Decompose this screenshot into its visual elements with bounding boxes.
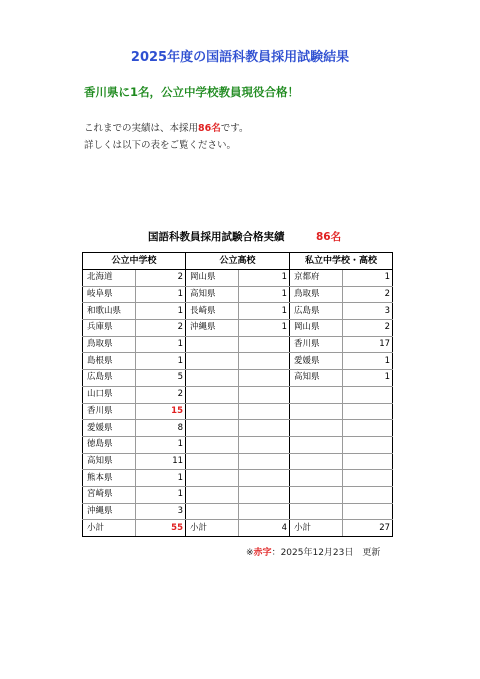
prefecture-name: 高知県 — [186, 286, 239, 303]
prefecture-name — [290, 420, 343, 437]
intro-line-1 — [84, 120, 249, 134]
pass-count — [343, 453, 393, 470]
pass-count: 17 — [343, 336, 393, 353]
prefecture-name — [290, 486, 343, 503]
prefecture-name: 岐阜県 — [83, 286, 136, 303]
pass-count — [239, 470, 290, 487]
pass-count — [239, 453, 290, 470]
pass-count: 1 — [136, 336, 186, 353]
table-row — [83, 436, 393, 453]
prefecture-name: 熊本県 — [83, 470, 136, 487]
pass-count — [343, 486, 393, 503]
pass-count — [239, 420, 290, 437]
pass-count: 8 — [136, 420, 186, 437]
pass-count: 1 — [136, 353, 186, 370]
table-row — [83, 320, 393, 337]
pass-count: 1 — [136, 486, 186, 503]
pass-count: 2 — [136, 270, 186, 287]
intro-highlight-count: 86名 — [198, 123, 221, 134]
prefecture-name: 北海道 — [83, 270, 136, 287]
pass-count — [343, 436, 393, 453]
pass-count: 5 — [136, 370, 186, 387]
prefecture-name — [186, 353, 239, 370]
table-header-row — [83, 253, 393, 270]
pass-count: 2 — [136, 386, 186, 403]
column-header-public-junior-high: 公立中学校 — [83, 253, 186, 270]
subtotal-value: 4 — [239, 520, 290, 537]
prefecture-name — [186, 503, 239, 520]
table-row — [83, 420, 393, 437]
intro-line-2: 詳しくは以下の表をご覧ください。 — [84, 140, 237, 151]
footnote-mark: ※ — [246, 548, 254, 558]
table-row — [83, 503, 393, 520]
prefecture-name: 鳥取県 — [83, 336, 136, 353]
intro-text-end: です。 — [220, 123, 249, 134]
pass-count: 1 — [136, 303, 186, 320]
prefecture-name: 岡山県 — [290, 320, 343, 337]
subtotal-value: 27 — [343, 520, 393, 537]
page-title: 2025年度の国語科教員採用試験結果 — [130, 50, 350, 65]
pass-count: 1 — [136, 470, 186, 487]
table-row — [83, 403, 393, 420]
pass-count — [239, 336, 290, 353]
prefecture-name — [290, 453, 343, 470]
pass-count: 15 — [136, 403, 186, 420]
pass-count: 3 — [136, 503, 186, 520]
footnote — [246, 545, 380, 558]
prefecture-name: 和歌山県 — [83, 303, 136, 320]
table-row — [83, 353, 393, 370]
pass-count: 2 — [343, 320, 393, 337]
pass-count: 1 — [136, 286, 186, 303]
table-row — [83, 470, 393, 487]
prefecture-name: 山口県 — [83, 386, 136, 403]
prefecture-name: 京都府 — [290, 270, 343, 287]
pass-count — [343, 470, 393, 487]
results-table — [82, 252, 393, 537]
pass-count: 1 — [239, 303, 290, 320]
pass-count — [239, 403, 290, 420]
column-header-private: 私立中学校・高校 — [290, 253, 393, 270]
prefecture-name — [186, 453, 239, 470]
prefecture-name — [186, 420, 239, 437]
prefecture-name: 兵庫県 — [83, 320, 136, 337]
prefecture-name — [186, 336, 239, 353]
table-row — [83, 270, 393, 287]
prefecture-name: 香川県 — [290, 336, 343, 353]
pass-count — [343, 503, 393, 520]
pass-count: 1 — [343, 353, 393, 370]
subtotal-label: 小計 — [186, 520, 239, 537]
pass-count: 2 — [136, 320, 186, 337]
prefecture-name: 高知県 — [83, 453, 136, 470]
pass-count — [343, 386, 393, 403]
table-row — [83, 386, 393, 403]
pass-count: 1 — [239, 320, 290, 337]
prefecture-name — [186, 436, 239, 453]
table-total: 86名 — [316, 231, 342, 243]
prefecture-name — [290, 403, 343, 420]
prefecture-name: 鳥取県 — [290, 286, 343, 303]
pass-count — [239, 503, 290, 520]
pass-count: 1 — [239, 270, 290, 287]
prefecture-name — [290, 470, 343, 487]
subtotal-label: 小計 — [83, 520, 136, 537]
pass-count — [239, 353, 290, 370]
intro-text: これまでの実績は、本採用 — [84, 123, 199, 134]
prefecture-name: 沖縄県 — [186, 320, 239, 337]
prefecture-name — [186, 370, 239, 387]
pass-count — [343, 420, 393, 437]
pass-count: 11 — [136, 453, 186, 470]
prefecture-name: 徳島県 — [83, 436, 136, 453]
prefecture-name: 愛媛県 — [290, 353, 343, 370]
prefecture-name: 高知県 — [290, 370, 343, 387]
prefecture-name — [186, 403, 239, 420]
prefecture-name — [186, 486, 239, 503]
prefecture-name: 沖縄県 — [83, 503, 136, 520]
table-row — [83, 336, 393, 353]
prefecture-name: 広島県 — [83, 370, 136, 387]
pass-count: 1 — [239, 286, 290, 303]
pass-count: 1 — [343, 270, 393, 287]
prefecture-name: 島根県 — [83, 353, 136, 370]
prefecture-name — [290, 436, 343, 453]
prefecture-name: 岡山県 — [186, 270, 239, 287]
prefecture-name — [290, 503, 343, 520]
pass-count: 1 — [343, 370, 393, 387]
table-row — [83, 303, 393, 320]
table-row — [83, 453, 393, 470]
pass-count — [239, 486, 290, 503]
headline: 香川県に1名，公立中学校教員現役合格！ — [84, 85, 299, 99]
prefecture-name: 長崎県 — [186, 303, 239, 320]
pass-count: 1 — [136, 436, 186, 453]
prefecture-name — [186, 470, 239, 487]
prefecture-name — [186, 386, 239, 403]
prefecture-name: 宮崎県 — [83, 486, 136, 503]
subtotal-row — [83, 520, 393, 537]
pass-count — [239, 436, 290, 453]
table-title: 国語科教員採用試験合格実績 — [148, 231, 285, 243]
column-header-public-high: 公立高校 — [186, 253, 290, 270]
prefecture-name: 愛媛県 — [83, 420, 136, 437]
prefecture-name — [290, 386, 343, 403]
subtotal-value: 55 — [136, 520, 186, 537]
table-row — [83, 370, 393, 387]
pass-count — [239, 370, 290, 387]
pass-count — [239, 386, 290, 403]
footnote-update-date: ：2025年12月23日 更新 — [271, 548, 381, 558]
footnote-red-label: 赤字 — [253, 548, 272, 558]
pass-count: 3 — [343, 303, 393, 320]
table-row — [83, 486, 393, 503]
prefecture-name: 広島県 — [290, 303, 343, 320]
subtotal-label: 小計 — [290, 520, 343, 537]
pass-count: 2 — [343, 286, 393, 303]
prefecture-name: 香川県 — [83, 403, 136, 420]
table-row — [83, 286, 393, 303]
pass-count — [343, 403, 393, 420]
results-body — [83, 270, 393, 537]
